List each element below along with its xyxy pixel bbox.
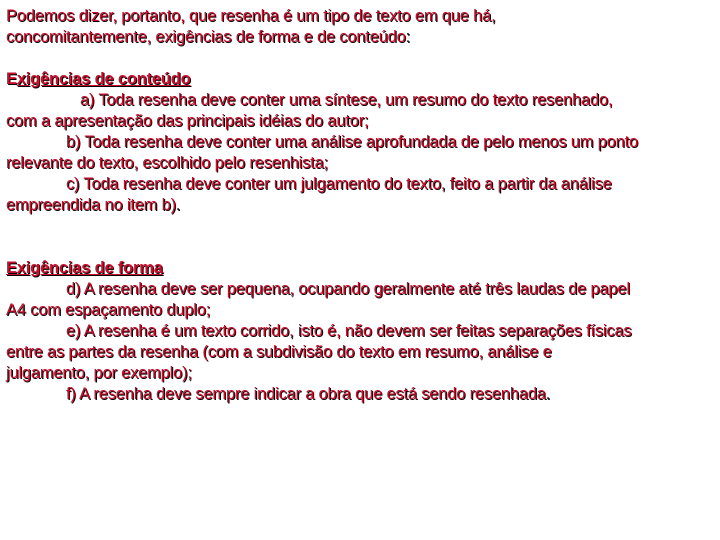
item-e-line-2 [6,342,712,363]
slide-text [6,6,712,405]
item-c-line-2 [6,195,712,216]
item-b-line-1 [6,132,712,153]
item-c-line-1 [6,174,712,195]
item-b-text-1: b) Toda resenha deve conter uma análise aprofundada de pelo menos um ponto [66,133,638,151]
item-a-text-2: com a apresentação das principais idéias do autor; [6,112,369,130]
intro-text-1: Podemos dizer, portanto, que resenha é um tipo de texto em que há, [6,7,496,25]
forma-heading [6,258,712,279]
spacer [6,48,712,69]
spacer [6,216,712,258]
item-f-text-1: f) A resenha deve sempre indicar a obra que está sendo resenhada [66,385,546,403]
item-a-line-1 [6,90,712,111]
intro-colon: : [405,28,410,46]
item-e-line-1 [6,321,712,342]
item-b-line-2 [6,153,712,174]
intro-text-2: concomitantemente, exigências de forma e de conteúdo [6,28,406,46]
intro-line-2 [6,27,712,48]
item-d-line-1 [6,279,712,300]
conteudo-heading [6,69,712,90]
item-c-period: . [175,196,181,214]
item-f-period: . [545,385,551,403]
item-f-line-1 [6,384,712,405]
intro-line-1 [6,6,712,27]
item-a-text-1: a) Toda resenha deve conter uma síntese, um resumo do texto resenhado, [80,91,613,109]
item-e-text-1: e) A resenha é um texto corrido, isto é, não devem ser feitas separações físicas [66,322,632,340]
item-d-text-2: A4 com espaçamento duplo; [6,301,211,319]
conteudo-heading-rest: xigências de conteúdo [16,70,191,88]
conteudo-heading-initial: E [6,70,17,88]
item-b-text-2: relevante do texto, escolhido pelo resenhista; [6,154,328,172]
item-e-text-3: julgamento, por exemplo); [6,364,192,382]
item-e-line-3 [6,363,712,384]
item-c-text-2: empreendida no item b) [6,196,176,214]
forma-heading-text: Exigências de forma [6,259,163,277]
item-a-line-2 [6,111,712,132]
item-d-line-2 [6,300,712,321]
item-e-text-2: entre as partes da resenha (com a subdivisão do texto em resumo, análise e [6,343,552,361]
item-c-text-1: c) Toda resenha deve conter um julgamento do texto, feito a partir da análise [66,175,612,193]
item-d-text-1: d) A resenha deve ser pequena, ocupando geralmente até três laudas de papel [66,280,630,298]
